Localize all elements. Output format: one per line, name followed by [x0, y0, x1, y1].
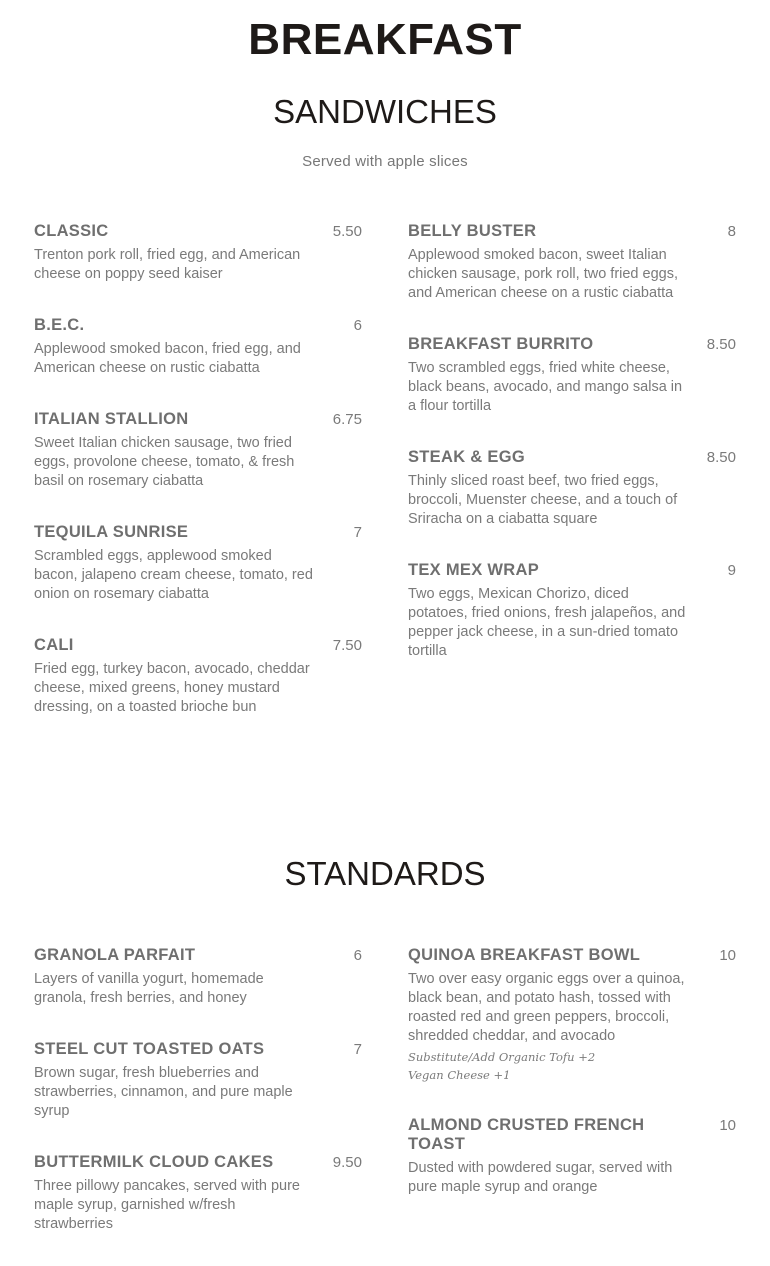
item-description: Two over easy organic eggs over a quinoa, black bean, and potato hash, tossed with roasted red and green peppers, broccoli, shredded cheddar, and avocado — [408, 971, 685, 1044]
item-description: Applewood smoked bacon, fried egg, and American cheese on rustic ciabatta — [34, 341, 301, 376]
item-name: STEAK & EGG — [408, 448, 525, 466]
item-name: B.E.C. — [34, 316, 85, 334]
item-name: BELLY BUSTER — [408, 222, 537, 240]
menu-item — [408, 561, 736, 661]
item-name: QUINOA BREAKFAST BOWL — [408, 946, 641, 964]
item-price: 9 — [727, 562, 736, 579]
item-name: CLASSIC — [34, 222, 109, 240]
menu-item — [34, 410, 362, 491]
item-name: BUTTERMILK CLOUD CAKES — [34, 1153, 274, 1171]
item-name: ITALIAN STALLION — [34, 410, 189, 428]
page-title: BREAKFAST — [248, 15, 522, 64]
item-description: Dusted with powdered sugar, served with pure maple syrup and orange — [408, 1160, 673, 1195]
item-name: STEEL CUT TOASTED OATS — [34, 1040, 265, 1058]
item-name: GRANOLA PARFAIT — [34, 946, 196, 964]
item-price: 10 — [719, 1117, 736, 1134]
menu-item — [408, 946, 736, 1084]
item-note: Vegan Cheese +1 — [408, 1068, 511, 1082]
item-price: 9.50 — [332, 1154, 362, 1171]
menu-item — [408, 1116, 736, 1197]
section-title-standards: STANDARDS — [284, 855, 486, 892]
item-name: ALMOND CRUSTED FRENCH TOAST — [408, 1116, 645, 1153]
standards-right-column — [408, 946, 736, 1229]
item-name: CALI — [34, 636, 74, 654]
item-price: 7 — [353, 524, 362, 541]
item-description: Applewood smoked bacon, sweet Italian chicken sausage, pork roll, two fried eggs, and American cheese on a rustic ciabatta — [408, 247, 678, 301]
sandwiches-left-column — [34, 222, 362, 749]
menu-item — [408, 222, 736, 303]
item-price: 6 — [353, 947, 362, 964]
menu-item — [34, 636, 362, 717]
item-name: TEX MEX WRAP — [408, 561, 540, 579]
item-name: TEQUILA SUNRISE — [34, 523, 189, 541]
menu-item — [34, 316, 362, 378]
menu-item — [408, 335, 736, 416]
item-description: Two scrambled eggs, fried white cheese, black beans, avocado, and mango salsa in a flour tortilla — [408, 360, 683, 414]
item-price: 7 — [353, 1041, 362, 1058]
item-description: Layers of vanilla yogurt, homemade granola, fresh berries, and honey — [34, 971, 264, 1006]
item-price: 6.75 — [332, 411, 362, 428]
standards-left-column — [34, 946, 362, 1266]
menu-item — [34, 523, 362, 604]
menu-item — [34, 1153, 362, 1234]
item-description: Sweet Italian chicken sausage, two fried eggs, provolone cheese, tomato, & fresh basil on rosemary ciabatta — [34, 435, 295, 489]
sandwiches-right-column — [408, 222, 736, 693]
item-description: Scrambled eggs, applewood smoked bacon, jalapeno cream cheese, tomato, red onion on rosemary ciabatta — [34, 548, 313, 602]
menu-item — [408, 448, 736, 529]
item-name: BREAKFAST BURRITO — [408, 335, 594, 353]
item-notes — [408, 1048, 736, 1084]
item-price: 7.50 — [332, 637, 362, 654]
item-note: Substitute/Add Organic Tofu +2 — [408, 1050, 596, 1064]
item-price: 6 — [353, 317, 362, 334]
item-description: Thinly sliced roast beef, two fried eggs, broccoli, Muenster cheese, and a touch of Sriracha on a ciabatta square — [408, 473, 678, 527]
item-description: Brown sugar, fresh blueberries and strawberries, cinnamon, and pure maple syrup — [34, 1065, 293, 1119]
menu-item — [34, 946, 362, 1008]
menu-item — [34, 222, 362, 284]
item-description: Trenton pork roll, fried egg, and American cheese on poppy seed kaiser — [34, 247, 301, 282]
item-price: 10 — [719, 947, 736, 964]
section-title-sandwiches: SANDWICHES — [273, 93, 497, 130]
item-description: Three pillowy pancakes, served with pure maple syrup, garnished w/fresh strawberries — [34, 1178, 300, 1232]
item-description: Two eggs, Mexican Chorizo, diced potatoes, fried onions, fresh jalapeños, and pepper jack cheese, in a sun-dried tomato tortilla — [408, 586, 686, 659]
item-price: 5.50 — [332, 223, 362, 240]
item-description: Fried egg, turkey bacon, avocado, cheddar cheese, mixed greens, honey mustard dressing, on a toasted brioche bun — [34, 661, 310, 715]
item-price: 8.50 — [706, 449, 736, 466]
item-price: 8.50 — [706, 336, 736, 353]
section-subtitle: Served with apple slices — [302, 153, 468, 170]
menu-item — [34, 1040, 362, 1121]
item-price: 8 — [727, 223, 736, 240]
